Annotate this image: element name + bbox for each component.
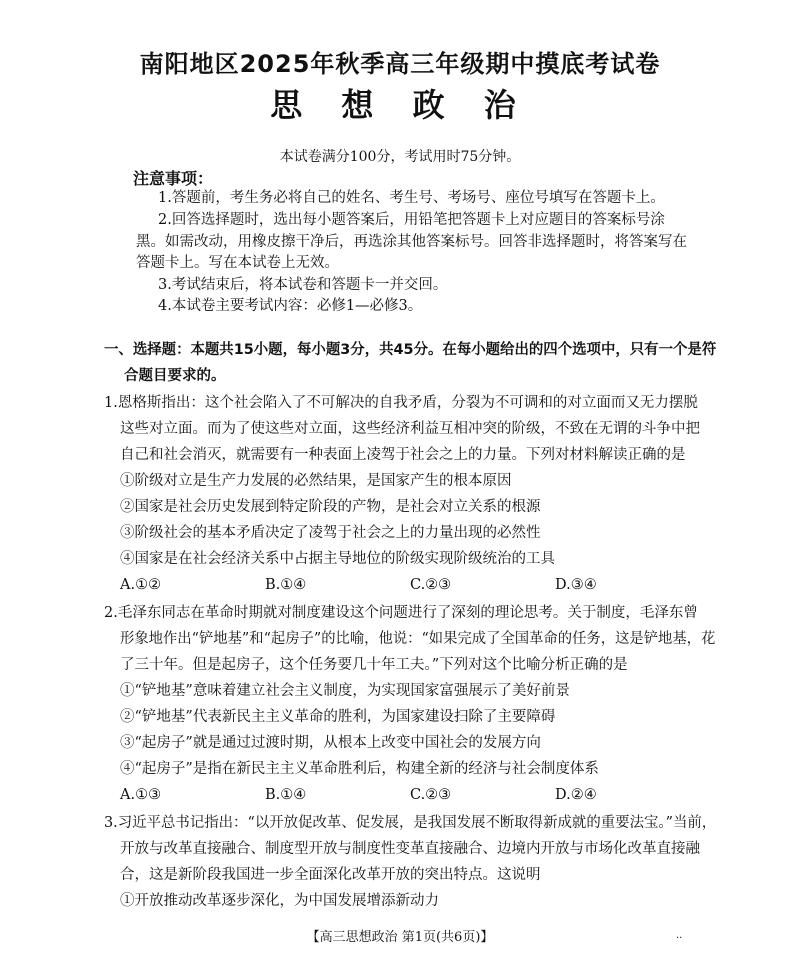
q3-stem-line-3: 合，这是新阶段我国进一步全面深化改革开放的突出特点。这说明 [120,867,541,883]
q1-statement-2: ②国家是社会历史发展到特定阶段的产物，是社会对立关系的根源 [120,499,541,515]
q3-stem-line-1: 3.习近平总书记指出：“以开放促改革、促发展，是我国发展不断取得新成就的重要法宝。”当前， [104,815,717,831]
q2-stem-line-3: 了三十年。但是起房子，这个任务要几十年工夫。”下列对这个比喻分析正确的是 [120,657,628,673]
q2-stem-line-2: 形象地作出“铲地基”和“起房子”的比喻，他说：“如果完成了全国革命的任务，这是铲地基，花 [120,631,716,647]
q2-option-d: D.②④ [555,787,597,803]
notice-line-6: 4.本试卷主要考试内容：必修1—必修3。 [158,298,423,314]
q3-statement-1: ①开放推动改革逐步深化，为中国发展增添新动力 [120,893,439,909]
q1-stem-line-2: 这些对立面。而为了使这些对立面，这些经济利益互相冲突的阶级，不致在无谓的斗争中把 [120,421,700,437]
notice-line-3: 黑。如需改动，用橡皮擦干净后，再选涂其他答案标号。回答非选择题时，将答案写在 [136,234,687,250]
q2-statement-2: ②“铲地基”代表新民主主义革命的胜利，为国家建设扫除了主要障碍 [120,709,556,725]
q1-statement-1: ①阶级对立是生产力发展的必然结果，是国家产生的根本原因 [120,473,512,489]
subject-title: 思 想 政 治 [270,86,530,124]
footer-mark: .. [676,930,683,941]
q3-stem-line-2: 开放与改革直接融合、制度型开放与制度性变革直接融合、边境内开放与市场化改革直接融 [120,841,700,857]
q1-option-c: C.②③ [410,577,452,593]
q1-stem-line-3: 自己和社会消灭，就需要有一种表面上凌驾于社会之上的力量。下列对材料解读正确的是 [120,447,686,463]
notice-line-1: 1.答题前，考生务必将自己的姓名、考生号、考场号、座位号填写在答题卡上。 [158,190,665,206]
section-heading-line-2: 合题目要求的。 [124,368,226,384]
q1-stem-line-1: 1.恩格斯指出：这个社会陷入了不可解决的自我矛盾，分裂为不可调和的对立面而又无力摆脱 [104,395,698,411]
notice-line-5: 3.考试结束后，将本试卷和答题卡一并交回。 [158,277,448,293]
q2-statement-3: ③“起房子”就是通过过渡时期，从根本上改变中国社会的发展方向 [120,735,541,751]
q1-statement-3: ③阶级社会的基本矛盾决定了凌驾于社会之上的力量出现的必然性 [120,525,541,541]
q1-statement-4: ④国家是在社会经济关系中占据主导地位的阶级实现阶级统治的工具 [120,551,555,567]
q1-option-b: B.①④ [265,577,307,593]
q2-stem-line-1: 2.毛泽东同志在革命时期就对制度建设这个问题进行了深刻的理论思考。关于制度，毛泽东曾 [104,605,698,621]
notice-heading: 注意事项： [133,169,214,188]
page-footer: 【高三思想政治 第1页(共6页)】 [306,930,494,945]
q2-option-b: B.①④ [265,787,307,803]
q2-option-a: A.①③ [120,787,162,803]
exam-title: 南阳地区2025年秋季高三年级期中摸底考试卷 [139,50,661,78]
q2-statement-4: ④“起房子”是指在新民主主义革命胜利后，构建全新的经济与社会制度体系 [120,761,599,777]
section-heading-line-1: 一、选择题：本题共15小题，每小题3分，共45分。在每小题给出的四个选项中，只有一个是符 [104,342,717,358]
q2-statement-1: ①“铲地基”意味着建立社会主义制度，为实现国家富强展示了美好前景 [120,683,570,699]
q2-option-c: C.②③ [410,787,452,803]
notice-line-4: 答题卡上。写在本试卷上无效。 [136,255,339,271]
exam-info: 本试卷满分100分，考试用时75分钟。 [279,149,521,165]
notice-line-2: 2.回答选择题时，选出每小题答案后，用铅笔把答题卡上对应题目的答案标号涂 [158,212,665,228]
q1-option-d: D.③④ [555,577,597,593]
q1-option-a: A.①② [120,577,162,593]
